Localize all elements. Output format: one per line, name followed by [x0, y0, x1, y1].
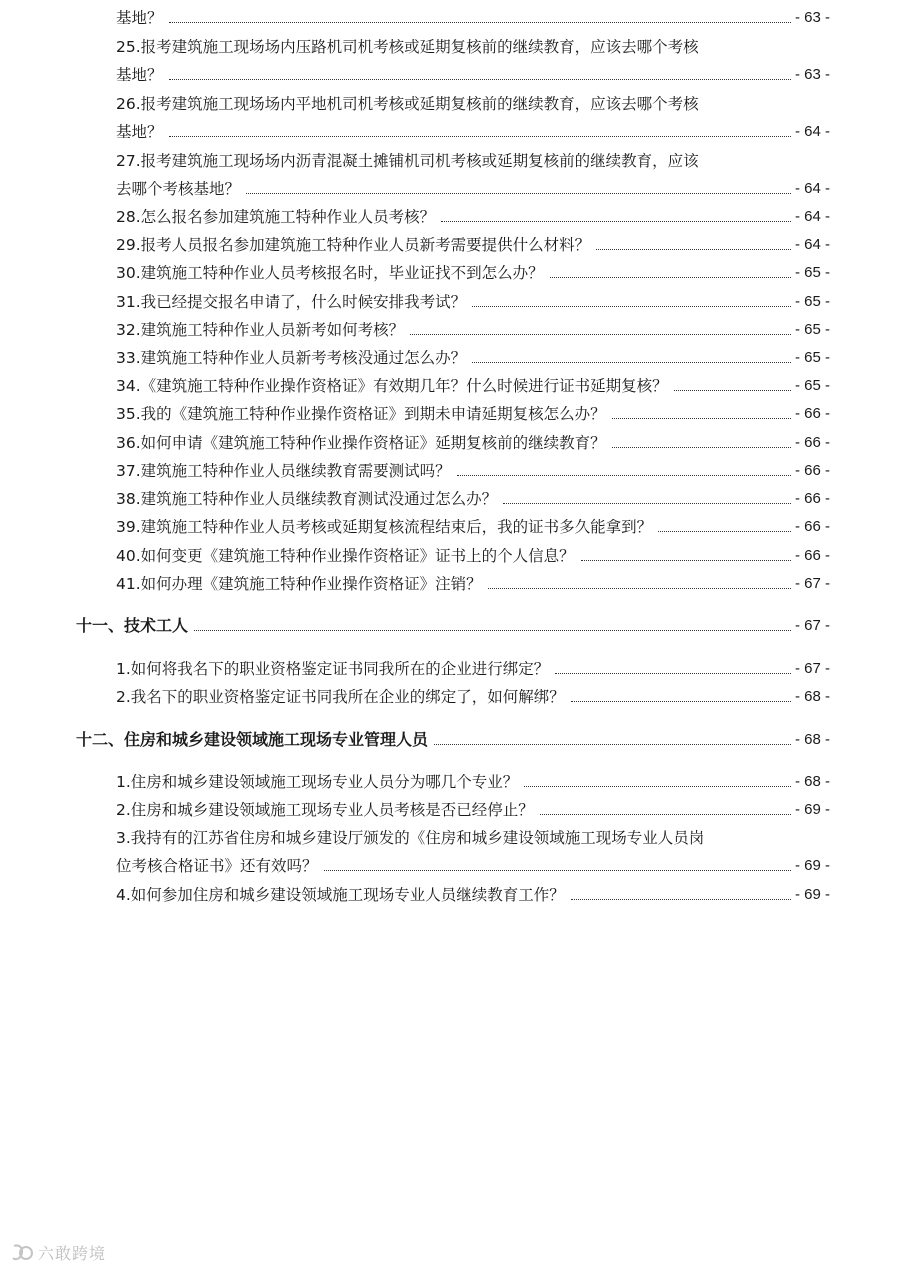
leader-dots: [612, 418, 791, 419]
toc-entry-text: 29.报考人员报名参加建筑施工特种作业人员新考需要提供什么材料？: [116, 236, 591, 254]
toc-page-number: - 68 -: [794, 731, 830, 748]
toc-entry-text: 34.《建筑施工特种作业操作资格证》有效期几年？什么时候进行证书延期复核？: [116, 377, 668, 395]
toc-entry-text: 位考核合格证书》还有效吗？: [116, 857, 318, 875]
toc-entry[interactable]: [116, 206, 830, 228]
toc-entry-text: 41.如何办理《建筑施工特种作业操作资格证》注销？: [116, 575, 482, 593]
toc-entry[interactable]: [116, 799, 830, 821]
leader-dots: [674, 390, 791, 391]
toc-page-number: - 64 -: [794, 208, 830, 225]
toc-page-number: - 64 -: [794, 180, 830, 197]
toc-page-number: - 64 -: [794, 236, 830, 253]
leader-dots: [434, 744, 791, 745]
toc-entry[interactable]: [116, 516, 830, 538]
watermark-text: 六敢跨境: [38, 1244, 107, 1263]
toc-page-number: - 65 -: [794, 321, 830, 338]
toc-entry-text: 30.建筑施工特种作业人员考核报名时，毕业证找不到怎么办？: [116, 264, 544, 282]
toc-page-number: - 67 -: [794, 575, 830, 592]
toc-page-number: - 69 -: [794, 801, 830, 818]
toc-entry[interactable]: [116, 347, 830, 369]
leader-dots: [581, 560, 791, 561]
leader-dots: [246, 193, 791, 194]
toc-entry-text: 36.如何申请《建筑施工特种作业操作资格证》延期复核前的继续教育？: [116, 434, 606, 452]
toc-page-number: - 69 -: [794, 857, 830, 874]
toc-entry-text: 基地？: [116, 66, 163, 84]
leader-dots: [503, 503, 791, 504]
toc-page-number: - 66 -: [794, 405, 830, 422]
toc-entry[interactable]: [116, 121, 830, 143]
toc-entry[interactable]: [116, 771, 830, 793]
leader-dots: [169, 79, 791, 80]
toc-section-heading[interactable]: [76, 615, 830, 637]
leader-dots: [472, 306, 791, 307]
toc-entry[interactable]: [116, 64, 830, 86]
toc-entry[interactable]: [116, 375, 830, 397]
toc-page-number: - 64 -: [794, 123, 830, 140]
leader-dots: [658, 531, 791, 532]
toc-entry[interactable]: [116, 460, 830, 482]
toc-entry[interactable]: [116, 7, 830, 29]
toc-entry-text: 1.住房和城乡建设领域施工现场专业人员分为哪几个专业？: [116, 773, 519, 791]
watermark: [10, 1241, 106, 1264]
toc-page-number: - 66 -: [794, 547, 830, 564]
toc-entry[interactable]: [116, 658, 830, 680]
leader-dots: [472, 362, 791, 363]
toc-entry[interactable]: [116, 573, 830, 595]
toc-entry-text: 33.建筑施工特种作业人员新考考核没通过怎么办？: [116, 349, 467, 367]
toc-entry[interactable]: [116, 291, 830, 313]
toc-page-number: - 68 -: [794, 688, 830, 705]
toc-entry-text: 1.如何将我名下的职业资格鉴定证书同我所在的企业进行绑定？: [116, 660, 550, 678]
toc-entry[interactable]: [116, 686, 830, 708]
leader-dots: [571, 899, 791, 900]
toc-page-number: - 65 -: [794, 349, 830, 366]
leader-dots: [555, 673, 791, 674]
toc-page-number: - 66 -: [794, 462, 830, 479]
toc-entry-text: 38.建筑施工特种作业人员继续教育测试没通过怎么办？: [116, 490, 498, 508]
toc-page-number: - 63 -: [794, 9, 830, 26]
toc-entry-text: 40.如何变更《建筑施工特种作业操作资格证》证书上的个人信息？: [116, 547, 575, 565]
toc-entry-line[interactable]: 25.报考建筑施工现场场内压路机司机考核或延期复核前的继续教育，应该去哪个考核: [116, 38, 699, 56]
toc-page-number: - 66 -: [794, 518, 830, 535]
leader-dots: [441, 221, 791, 222]
toc-page-number: - 66 -: [794, 490, 830, 507]
toc-page-number: - 65 -: [794, 293, 830, 310]
leader-dots: [324, 870, 791, 871]
toc-page-number: - 69 -: [794, 886, 830, 903]
toc-entry-text: 35.我的《建筑施工特种作业操作资格证》到期未申请延期复核怎么办？: [116, 405, 606, 423]
watermark-logo-icon: [10, 1242, 34, 1264]
toc-entry[interactable]: [116, 884, 830, 906]
toc-entry[interactable]: [116, 319, 830, 341]
leader-dots: [169, 22, 791, 23]
toc-entry[interactable]: [116, 545, 830, 567]
toc-entry-text: 31.我已经提交报名申请了，什么时候安排我考试？: [116, 293, 467, 311]
leader-dots: [410, 334, 791, 335]
toc-page-number: - 67 -: [794, 660, 830, 677]
toc-page-number: - 65 -: [794, 377, 830, 394]
toc-entry[interactable]: [116, 403, 830, 425]
toc-section-heading[interactable]: [76, 729, 830, 751]
toc-entry-line[interactable]: 27.报考建筑施工现场场内沥青混凝土摊铺机司机考核或延期复核前的继续教育，应该: [116, 152, 699, 170]
toc-entry-text: 4.如何参加住房和城乡建设领域施工现场专业人员继续教育工作？: [116, 886, 565, 904]
leader-dots: [550, 277, 791, 278]
toc-page-number: - 66 -: [794, 434, 830, 451]
toc-entry-line[interactable]: 26.报考建筑施工现场场内平地机司机考核或延期复核前的继续教育，应该去哪个考核: [116, 95, 699, 113]
leader-dots: [488, 588, 791, 589]
toc-entry-text: 37.建筑施工特种作业人员继续教育需要测试吗？: [116, 462, 451, 480]
toc-entry-text: 39.建筑施工特种作业人员考核或延期复核流程结束后，我的证书多久能拿到？: [116, 518, 653, 536]
toc-entry[interactable]: [116, 262, 830, 284]
toc-entry-text: 去哪个考核基地？: [116, 180, 241, 198]
leader-dots: [596, 249, 791, 250]
section-title: 十二、住房和城乡建设领域施工现场专业管理人员: [76, 730, 429, 749]
toc-page-number: - 63 -: [794, 66, 830, 83]
leader-dots: [571, 701, 791, 702]
leader-dots: [457, 475, 791, 476]
toc-entry-line[interactable]: 3.我持有的江苏省住房和城乡建设厅颁发的《住房和城乡建设领域施工现场专业人员岗: [116, 829, 705, 847]
leader-dots: [524, 786, 791, 787]
toc-page-number: - 68 -: [794, 773, 830, 790]
toc-entry[interactable]: [116, 234, 830, 256]
toc-entry-text: 基地？: [116, 9, 163, 27]
section-title: 十一、技术工人: [76, 616, 189, 635]
toc-entry-text: 基地？: [116, 123, 163, 141]
toc-entry[interactable]: [116, 178, 830, 200]
toc-entry[interactable]: [116, 488, 830, 510]
toc-entry-text: 28.怎么报名参加建筑施工特种作业人员考核？: [116, 208, 436, 226]
toc-entry[interactable]: [116, 432, 830, 454]
toc-entry-text: 2.住房和城乡建设领域施工现场专业人员考核是否已经停止？: [116, 801, 534, 819]
leader-dots: [612, 447, 791, 448]
toc-entry[interactable]: [116, 855, 830, 877]
leader-dots: [169, 136, 791, 137]
toc-entry-text: 32.建筑施工特种作业人员新考如何考核？: [116, 321, 405, 339]
toc-page-number: - 67 -: [794, 617, 830, 634]
toc-entry-text: 2.我名下的职业资格鉴定证书同我所在企业的绑定了，如何解绑？: [116, 688, 565, 706]
leader-dots: [540, 814, 791, 815]
leader-dots: [194, 630, 791, 631]
toc-page-number: - 65 -: [794, 264, 830, 281]
